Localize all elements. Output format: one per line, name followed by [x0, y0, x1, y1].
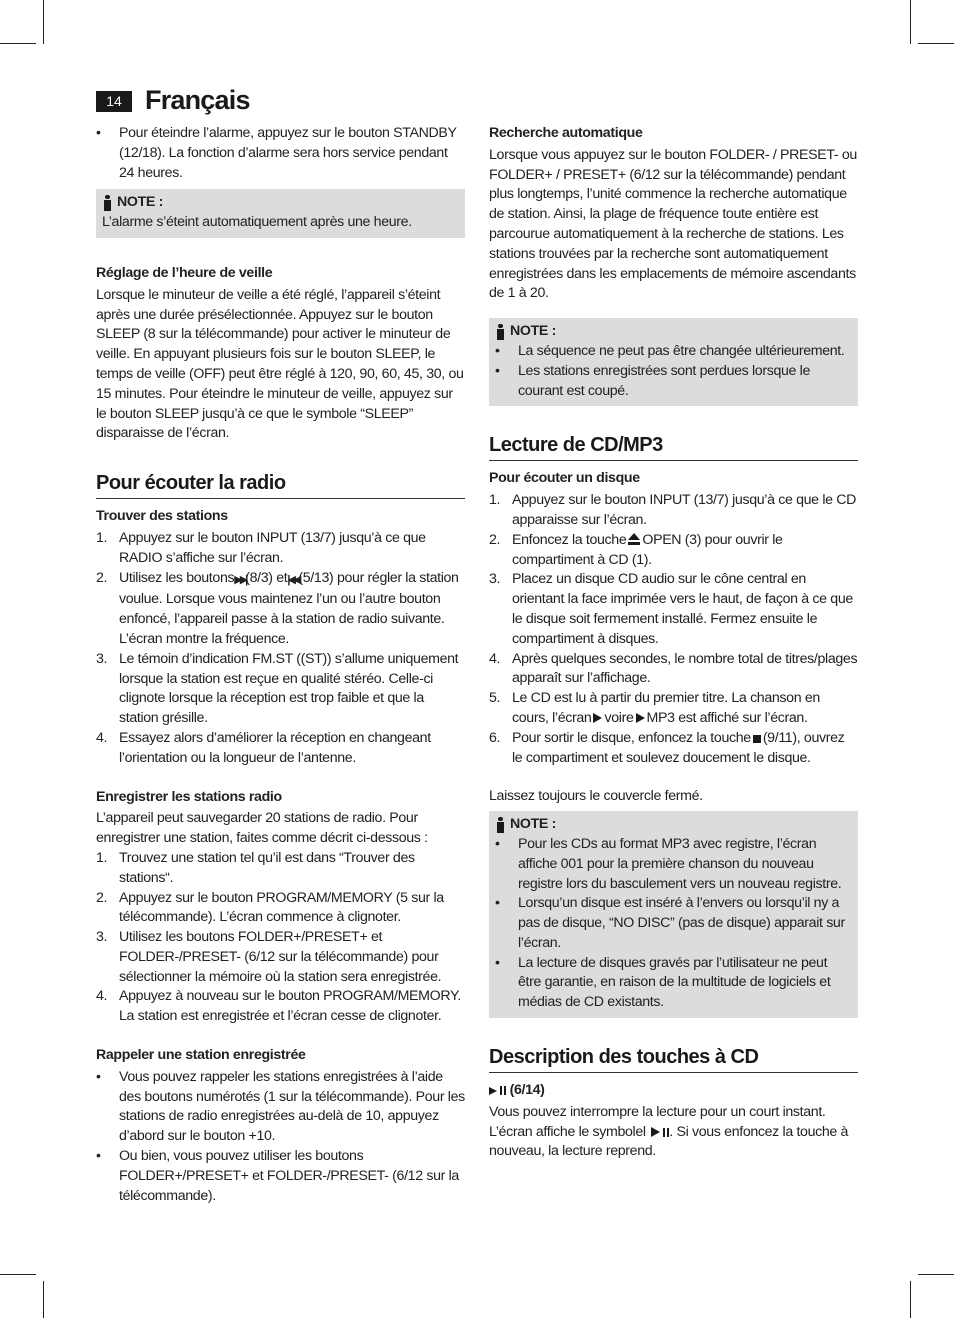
- note-text: L’alarme s’éteint automatiquement après une heure.: [102, 214, 412, 231]
- note-heading: [495, 322, 850, 342]
- list-item: 2. Appuyez sur le bouton PROGRAM/MEMORY (5 sur la télécommande). L’écran commence à clignoter.: [96, 889, 444, 926]
- note-box: [96, 189, 465, 238]
- section-title: Description des touches à CD: [489, 1044, 858, 1073]
- list-item: 4. Après quelques secondes, le nombre total de titres/plages apparaît sur l’affichage.: [489, 650, 858, 687]
- list-item: • La lecture de disques gravés par l’utilisateur ne peut être garantie, en raison de la multitude de logiciels et médias de CD existants.: [495, 954, 850, 1013]
- pause-icon: [500, 1086, 506, 1095]
- list-item: 6. Pour sortir le disque, enfoncez la touche (9/11), ouvrez le compartiment et soulevez doucement le disque.: [489, 729, 845, 766]
- paragraph: Vous pouvez interrompre la lecture pour un court instant. L’écran affiche le symbolel . Si vous enfoncez la touche à nouveau, la lecture reprend.: [489, 1103, 849, 1160]
- paragraph: Lorsque vous appuyez sur le bouton FOLDER- / PRESET- ou FOLDER+ / PRESET+ (6/12 sur la télécommande) pendant plus longtemps, l’unité commence la recherche automatique de station. Ainsi, la plage de fréquence toute entière est parcourue automatiquement à la recherche de stations. Les stations trouvées par la recherche sont automatiquement enregistrées dans les emplacements de mémoire ascendants de 1 à 20.: [489, 146, 857, 302]
- note-label: NOTE :: [510, 816, 556, 833]
- list-item: 1. Appuyez sur le bouton INPUT (13/7) jusqu’à ce que RADIO s’affiche sur l’écran.: [96, 529, 426, 566]
- steps-list: [96, 529, 465, 769]
- note-list: [495, 342, 850, 401]
- list-item: • Pour éteindre l’alarme, appuyez sur le bouton STANDBY (12/18). La fonction d’alarme sera hors service pendant 24 heures.: [96, 124, 465, 183]
- crop-mark: [918, 43, 954, 44]
- play-icon: [651, 1127, 660, 1137]
- list-item: • La séquence ne peut pas être changée ultérieurement.: [495, 342, 850, 362]
- crop-mark: [43, 1281, 44, 1318]
- note-box: [489, 318, 858, 406]
- crop-mark: [0, 1274, 36, 1275]
- subsection-title: Enregistrer les stations radio: [96, 788, 282, 805]
- section-title: Lecture de CD/MP3: [489, 432, 858, 461]
- subsection-title: Réglage de l’heure de veille: [96, 264, 273, 281]
- note-list: [495, 835, 850, 1013]
- play-icon: [489, 1087, 497, 1095]
- note-heading: [102, 193, 457, 213]
- list-item: 1. Appuyez sur le bouton INPUT (13/7) jusqu’à ce que le CD apparaisse sur l’écran.: [489, 492, 857, 528]
- steps-list: [489, 491, 858, 768]
- note-label: NOTE :: [510, 323, 556, 340]
- subsection-title: Rappeler une station enregistrée: [96, 1047, 306, 1064]
- crop-mark: [0, 43, 36, 44]
- list-item: • Vous pouvez rappeler les stations enregistrées à l’aide des boutons numérotés (1 sur la télécommande). Pour les stations de radio enregistrées au-delà de 10, appuyez d’abord sur le bouton +10.: [96, 1068, 465, 1147]
- info-icon: [495, 817, 506, 833]
- list-item: 4. Appuyez à nouveau sur le bouton PROGRAM/MEMORY. La station est enregistrée et l’écran cesse de clignoter.: [96, 988, 461, 1025]
- list-item: 2. Utilisez les boutons▶▶|(8/3) et|◀◀(5/13) pour régler la station voulue. Lorsque vous maintenez l’un ou l’autre bouton enfoncé, l’appareil passe à la station de radio suivante. L’écran montre la fréquence.: [96, 569, 459, 647]
- eject-icon: [628, 533, 640, 545]
- list-item: • Les stations enregistrées sont perdues lorsque le courant est coupé.: [495, 362, 850, 402]
- bullet-list: [96, 1068, 465, 1207]
- subsection-title: Recherche automatique: [489, 125, 643, 141]
- subsection-title: Trouver des stations: [96, 508, 228, 525]
- info-icon: [495, 324, 506, 340]
- stop-icon: [753, 735, 761, 743]
- list-item: 5. Le CD est lu à partir du premier titre. La chanson en cours, l’écran voire MP3 est affiché sur l’écran.: [489, 690, 820, 726]
- play-icon: [636, 713, 645, 723]
- list-item: 4. Essayez alors d’améliorer la réception en changeant l’orientation ou la longueur de l’antenne.: [96, 729, 431, 766]
- list-item: • Ou bien, vous pouvez utiliser les boutons FOLDER+/PRESET+ et FOLDER-/PRESET- (6/12 sur la télécommande).: [96, 1147, 465, 1206]
- paragraph: Laissez toujours le couvercle fermé.: [489, 788, 703, 805]
- crop-mark: [918, 1274, 954, 1275]
- subsection-title: Pour écouter un disque: [489, 470, 640, 487]
- list-item: 3. Le témoin d’indication FM.ST ((ST)) s’allume uniquement lorsque la station est reçue en qualité stéréo. Celle-ci clignote lorsque la réception est trop faible et que la station grésille.: [96, 650, 459, 727]
- right-column: [489, 124, 858, 1162]
- note-heading: [495, 815, 850, 835]
- paragraph: L’appareil peut sauvegarder 20 stations de radio. Pour enregistrer une station, faites comme décrit ci-dessous :: [96, 810, 428, 847]
- note-box: [489, 811, 858, 1018]
- steps-list: [96, 849, 465, 1027]
- play-icon: [593, 713, 602, 723]
- page-title: Français: [145, 85, 250, 115]
- list-item: 3. Placez un disque CD audio sur le cône central en orientant la face imprimée vers le haut, de façon à ce que le disque soit fermement installé. Fermez ensuite le compartiment à disques.: [489, 571, 853, 647]
- page-number: 14: [96, 91, 132, 112]
- crop-mark: [43, 0, 44, 44]
- paragraph: Lorsque le minuteur de veille a été réglé, l’appareil s’éteint après une durée présélectionnée. Appuyez sur le bouton SLEEP (8 sur la télécommande) pour activer le minuteur de veille. En appuyant plusieurs fois sur le bouton SLEEP, le temps de veille (OFF) peut être réglé à 120, 90, 60, 45, 30, ou 15 minutes. Pour éteindre le minuteur de veille, appuyez sur le bouton SLEEP jusqu’à ce que le symbole “SLEEP” disparaisse de l’écran.: [96, 286, 464, 442]
- skip-back-icon: |◀◀: [287, 573, 299, 586]
- info-icon: [102, 195, 113, 211]
- crop-mark: [910, 0, 911, 44]
- intro-list: [96, 124, 465, 183]
- list-item: • Lorsqu’un disque est inséré à l’envers ou lorsqu’il ny a pas de disque, “NO DISC” (pas de disque) apparait sur l’écran.: [495, 894, 850, 953]
- list-item: • Pour les CDs au format MP3 avec registre, l’écran affiche 001 pour la première chanson du nouveau registre lors du basculement vers un nouveau registre.: [495, 835, 850, 894]
- left-column: [96, 124, 465, 1206]
- subsection-title: (6/14): [489, 1081, 858, 1101]
- skip-forward-icon: ▶▶|: [234, 573, 246, 586]
- crop-mark: [910, 1281, 911, 1318]
- note-label: NOTE :: [117, 194, 163, 211]
- list-item: 2. Enfoncez la touche OPEN (3) pour ouvrir le compartiment à CD (1).: [489, 531, 783, 568]
- section-title: Pour écouter la radio: [96, 470, 465, 499]
- list-item: 1. Trouvez une station tel qu’il est dans “Trouver des stations“.: [96, 849, 415, 886]
- list-item: 3. Utilisez les boutons FOLDER+/PRESET+ et FOLDER-/PRESET- (6/12 sur la télécommande) pour sélectionner la mémoire où la station sera enregistrée.: [96, 929, 442, 985]
